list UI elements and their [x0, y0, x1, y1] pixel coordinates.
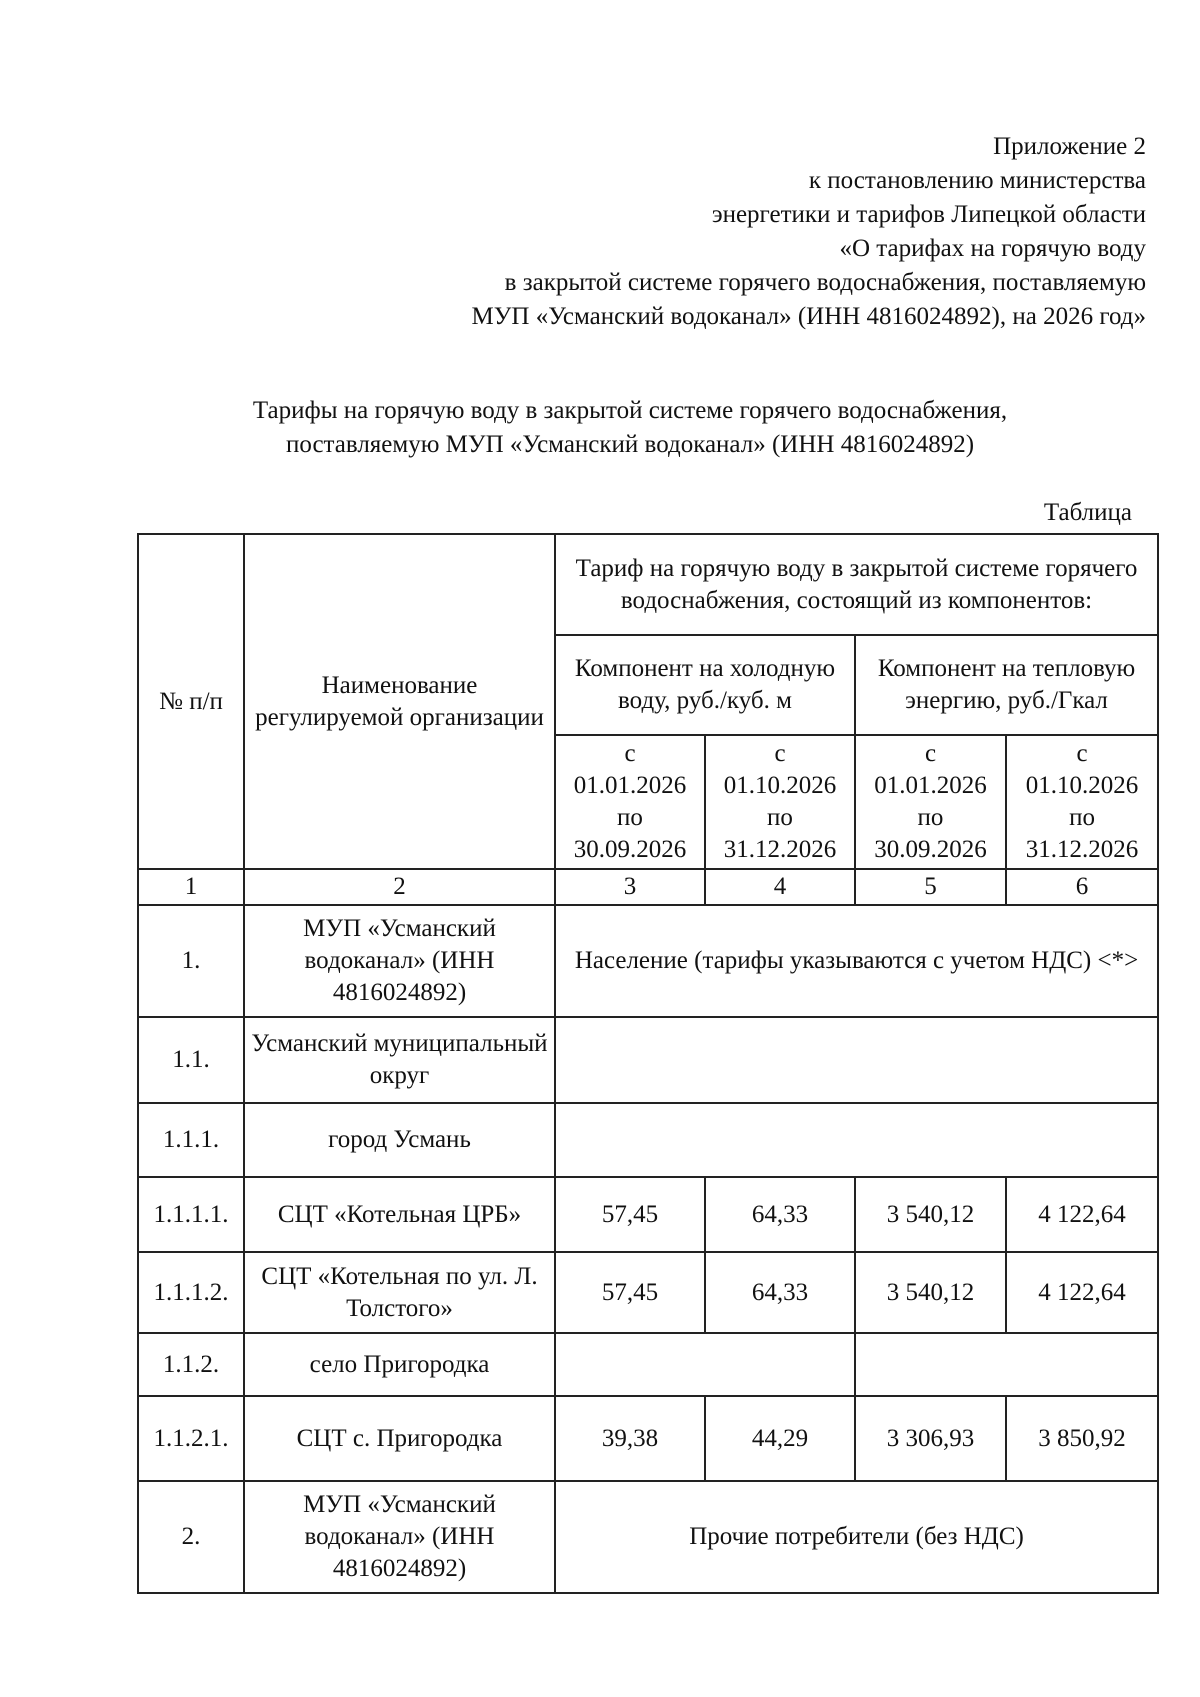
value-cold-2: 64,33	[705, 1252, 855, 1333]
table-row	[138, 1177, 1158, 1252]
value-heat-1: 3 540,12	[855, 1177, 1006, 1252]
row-name: МУП «Усманский водоканал» (ИНН 4816024892)	[244, 1481, 555, 1593]
column-numbers-row	[138, 869, 1158, 905]
value-heat-2: 4 122,64	[1006, 1177, 1158, 1252]
row-num: 1.1.2.1.	[138, 1396, 244, 1481]
document-title	[130, 394, 1130, 462]
period-to: по	[917, 804, 944, 831]
appendix-line: МУП «Усманский водоканал» (ИНН 4816024892), на 2026 год»	[471, 303, 1146, 330]
header-num: № п/п	[138, 534, 244, 869]
column-number: 6	[1006, 869, 1158, 905]
column-number: 3	[555, 869, 705, 905]
appendix-line: Приложение 2	[993, 133, 1146, 160]
period-start: 01.10.2026	[1025, 772, 1139, 799]
header-tariff-group: Тариф на горячую воду в закрытой системе горячего водоснабжения, состоящий из компонентов:	[555, 534, 1158, 635]
tariff-table	[137, 533, 1159, 1594]
row-num: 2.	[138, 1481, 244, 1593]
title-line-2: поставляемую МУП «Усманский водоканал» (ИНН 4816024892)	[285, 431, 975, 458]
table-row	[138, 1481, 1158, 1593]
period-end: 30.09.2026	[874, 836, 987, 863]
period-end: 31.12.2026	[1025, 836, 1139, 863]
row-empty	[555, 1333, 855, 1396]
value-cold-2: 44,29	[705, 1396, 855, 1481]
value-heat-2: 3 850,92	[1006, 1396, 1158, 1481]
period-to: по	[767, 804, 793, 831]
row-num: 1.1.1.2.	[138, 1252, 244, 1333]
appendix-header	[246, 130, 1146, 334]
header-heat: Компонент на тепловую энергию, руб./Гкал	[855, 635, 1158, 735]
row-num: 1.1.	[138, 1017, 244, 1103]
appendix-line: энергетики и тарифов Липецкой области	[711, 201, 1146, 228]
row-name: МУП «Усманский водоканал» (ИНН 4816024892)	[244, 905, 555, 1017]
value-heat-2: 4 122,64	[1006, 1252, 1158, 1333]
period-from: с	[624, 740, 636, 767]
column-number: 4	[705, 869, 855, 905]
value-heat-1: 3 540,12	[855, 1252, 1006, 1333]
period-start: 01.10.2026	[723, 772, 837, 799]
row-name: город Усмань	[244, 1103, 555, 1177]
header-period-2-heat	[1006, 735, 1158, 869]
header-period-2-cold	[705, 735, 855, 869]
period-from: с	[924, 740, 937, 767]
column-number: 2	[244, 869, 555, 905]
header-period-1-cold	[555, 735, 705, 869]
period-from: с	[774, 740, 786, 767]
appendix-line: в закрытой системе горячего водоснабжения, поставляемую	[504, 269, 1146, 296]
table-row	[138, 1252, 1158, 1333]
row-name: Усманский муниципальный округ	[244, 1017, 555, 1103]
appendix-line: «О тарифах на горячую воду	[839, 235, 1146, 262]
row-note: Население (тарифы указываются с учетом НДС) <*>	[555, 905, 1158, 1017]
value-heat-1: 3 306,93	[855, 1396, 1006, 1481]
period-end: 31.12.2026	[723, 836, 837, 863]
table-row	[138, 1017, 1158, 1103]
header-name: Наименование регулируемой организации	[244, 534, 555, 869]
table-label: Таблица	[1043, 499, 1132, 526]
period-from: с	[1076, 740, 1088, 767]
row-num: 1.	[138, 905, 244, 1017]
header-cold-water: Компонент на холодную воду, руб./куб. м	[555, 635, 855, 735]
row-empty	[855, 1333, 1158, 1396]
row-num: 1.1.2.	[138, 1333, 244, 1396]
row-name: село Пригородка	[244, 1333, 555, 1396]
table-row	[138, 1333, 1158, 1396]
column-number: 5	[855, 869, 1006, 905]
row-empty	[555, 1103, 1158, 1177]
value-cold-1: 57,45	[555, 1252, 705, 1333]
row-empty	[555, 1017, 1158, 1103]
period-end: 30.09.2026	[573, 836, 687, 863]
column-number: 1	[138, 869, 244, 905]
period-start: 01.01.2026	[573, 772, 687, 799]
header-period-1-heat	[855, 735, 1006, 869]
row-name: СЦТ «Котельная ЦРБ»	[244, 1177, 555, 1252]
appendix-line: к постановлению министерства	[808, 167, 1146, 194]
value-cold-1: 39,38	[555, 1396, 705, 1481]
table-row	[138, 905, 1158, 1017]
period-start: 01.01.2026	[874, 772, 987, 799]
row-name: СЦТ с. Пригородка	[244, 1396, 555, 1481]
value-cold-2: 64,33	[705, 1177, 855, 1252]
row-note: Прочие потребители (без НДС)	[555, 1481, 1158, 1593]
row-name: СЦТ «Котельная по ул. Л. Толстого»	[244, 1252, 555, 1333]
value-cold-1: 57,45	[555, 1177, 705, 1252]
table-row	[138, 1103, 1158, 1177]
period-to: по	[617, 804, 643, 831]
row-num: 1.1.1.	[138, 1103, 244, 1177]
period-to: по	[1069, 804, 1095, 831]
row-num: 1.1.1.1.	[138, 1177, 244, 1252]
table-row	[138, 1396, 1158, 1481]
title-line-1: Тарифы на горячую воду в закрытой системе горячего водоснабжения,	[252, 397, 1008, 424]
